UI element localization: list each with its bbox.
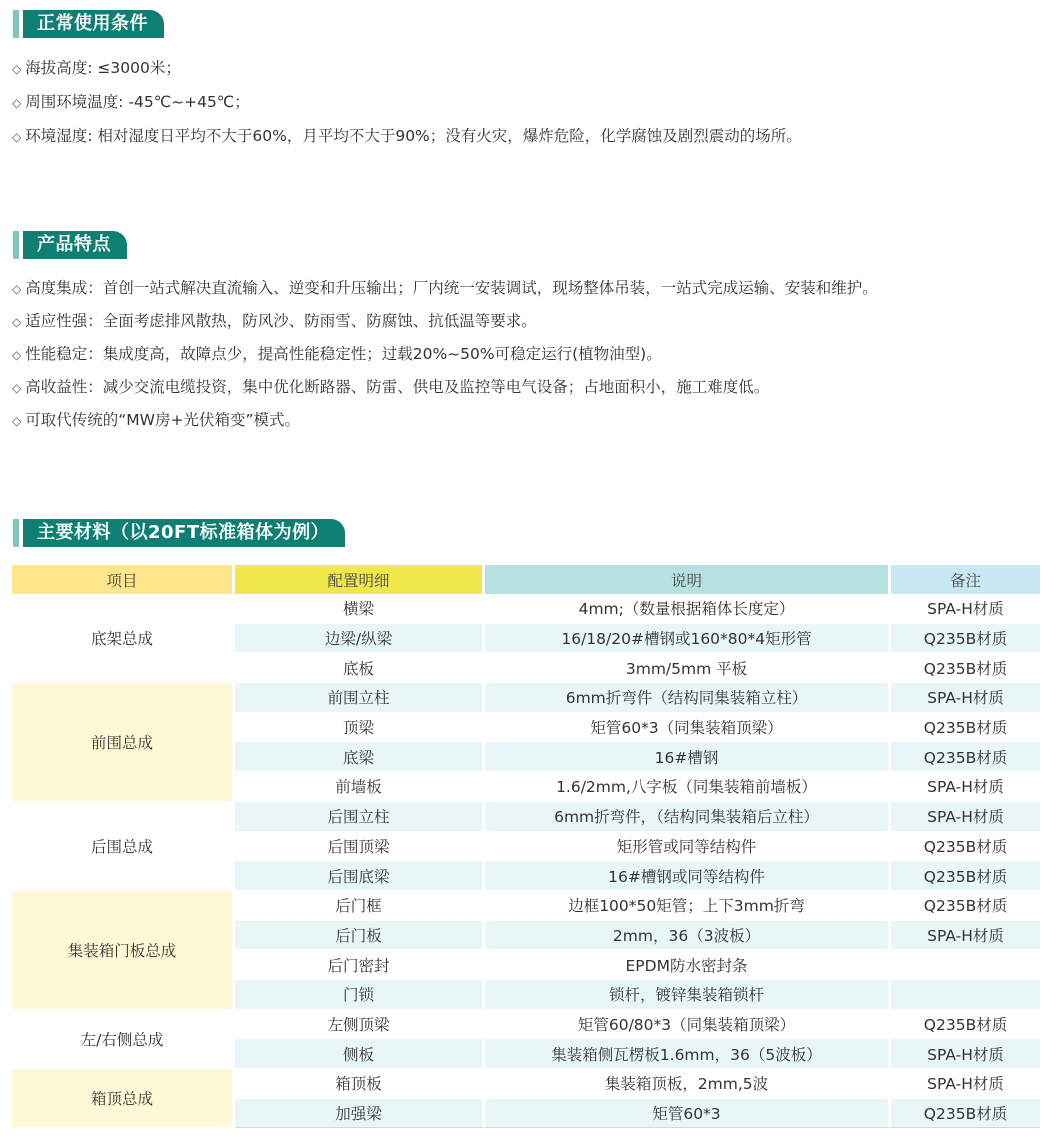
section-heading-conditions <box>13 10 164 38</box>
description-cell: 边框100*50矩管；上下3mm折弯 <box>485 891 891 921</box>
features-list <box>12 272 878 437</box>
remark-cell: SPA-H材质 <box>891 1039 1040 1069</box>
group-name-cell: 后围总成 <box>12 802 235 891</box>
remark-cell: Q235B材质 <box>891 713 1040 743</box>
section-heading-materials <box>13 519 345 547</box>
group-name-cell: 左/右侧总成 <box>12 1010 235 1069</box>
remark-cell: SPA-H材质 <box>891 1069 1040 1099</box>
description-cell: 6mm折弯件（结构同集装箱立柱） <box>485 683 891 713</box>
remark-cell: SPA-H材质 <box>891 594 1040 624</box>
diamond-bullet-icon: ◇ <box>12 348 22 362</box>
list-item: ◇ 环境湿度: 相对湿度日平均不大于60%，月平均不大于90%；没有火灾，爆炸危险，化学腐蚀及剧烈震动的场所。 <box>12 127 802 145</box>
config-cell: 前围立柱 <box>235 683 485 713</box>
diamond-bullet-icon: ◇ <box>12 130 22 144</box>
remark-cell: SPA-H材质 <box>891 683 1040 713</box>
remark-cell: SPA-H材质 <box>891 772 1040 802</box>
config-cell: 后围顶梁 <box>235 832 485 862</box>
config-cell: 前墙板 <box>235 772 485 802</box>
remark-cell: SPA-H材质 <box>891 802 1040 832</box>
table-row <box>12 683 1040 713</box>
section-heading-features <box>13 231 127 259</box>
description-cell: 3mm/5mm 平板 <box>485 653 891 683</box>
materials-table-body <box>12 594 1040 1128</box>
table-row <box>12 891 1040 921</box>
heading-accent-bar <box>13 10 19 38</box>
description-cell: 2mm，36（3波板） <box>485 921 891 951</box>
table-row <box>12 1010 1040 1040</box>
description-cell: 1.6/2mm,八字板（同集装箱前墙板） <box>485 772 891 802</box>
list-item: ◇ 可取代传统的“MW房+光伏箱变”模式。 <box>12 411 300 429</box>
config-cell: 底板 <box>235 653 485 683</box>
conditions-list <box>12 51 802 153</box>
header-remark: 备注 <box>891 565 1040 594</box>
config-cell: 加强梁 <box>235 1099 485 1129</box>
list-item: ◇ 适应性强：全面考虑排风散热，防风沙、防雨雪、防腐蚀、抗低温等要求。 <box>12 312 537 330</box>
remark-cell <box>891 980 1040 1010</box>
diamond-bullet-icon: ◇ <box>12 282 22 296</box>
remark-cell: Q235B材质 <box>891 891 1040 921</box>
config-cell: 门锁 <box>235 980 485 1010</box>
header-item: 项目 <box>12 565 235 594</box>
description-cell: 集装箱侧瓦楞板1.6mm，36（5波板） <box>485 1039 891 1069</box>
list-item: ◇ 性能稳定：集成度高，故障点少，提高性能稳定性；过载20%~50%可稳定运行(植物油型)。 <box>12 345 662 363</box>
remark-cell <box>891 950 1040 980</box>
table-row <box>12 1069 1040 1099</box>
config-cell: 后围底梁 <box>235 861 485 891</box>
remark-cell: Q235B材质 <box>891 832 1040 862</box>
config-cell: 边梁/纵梁 <box>235 624 485 654</box>
config-cell: 后门框 <box>235 891 485 921</box>
table-row <box>12 802 1040 832</box>
description-cell: 6mm折弯件，（结构同集装箱后立柱） <box>485 802 891 832</box>
list-item: ◇ 高度集成：首创一站式解决直流输入、逆变和升压输出；厂内统一安装调试，现场整体吊装，一站式完成运输、安装和维护。 <box>12 279 878 297</box>
description-cell: 矩管60/80*3（同集装箱顶梁） <box>485 1010 891 1040</box>
description-cell: 16/18/20#槽钢或160*80*4矩形管 <box>485 624 891 654</box>
section-title-conditions: 正常使用条件 <box>23 10 164 38</box>
description-cell: 4mm;（数量根据箱体长度定） <box>485 594 891 624</box>
group-name-cell: 底架总成 <box>12 594 235 683</box>
description-cell: 16#槽钢 <box>485 742 891 772</box>
description-cell: 16#槽钢或同等结构件 <box>485 861 891 891</box>
description-cell: 集装箱顶板，2mm,5波 <box>485 1069 891 1099</box>
list-item: ◇ 海拔高度: ≤3000米； <box>12 59 181 77</box>
remark-cell: Q235B材质 <box>891 653 1040 683</box>
group-name-cell: 集装箱门板总成 <box>12 891 235 1010</box>
heading-accent-bar <box>13 231 19 259</box>
header-config: 配置明细 <box>235 565 485 594</box>
materials-table <box>12 565 1040 1128</box>
heading-accent-bar <box>13 519 19 547</box>
section-title-materials: 主要材料（以20FT标准箱体为例） <box>23 519 345 547</box>
config-cell: 后门板 <box>235 921 485 951</box>
remark-cell: SPA-H材质 <box>891 921 1040 951</box>
diamond-bullet-icon: ◇ <box>12 315 22 329</box>
config-cell: 箱顶板 <box>235 1069 485 1099</box>
remark-cell: Q235B材质 <box>891 1099 1040 1129</box>
table-header-row <box>12 565 1040 594</box>
config-cell: 底梁 <box>235 742 485 772</box>
description-cell: 矩管60*3（同集装箱顶梁） <box>485 713 891 743</box>
diamond-bullet-icon: ◇ <box>12 62 22 76</box>
description-cell: 锁杆，镀锌集装箱锁杆 <box>485 980 891 1010</box>
remark-cell: Q235B材质 <box>891 861 1040 891</box>
list-item: ◇ 高收益性：减少交流电缆投资，集中优化断路器、防雷、供电及监控等电气设备；占地面积小，施工难度低。 <box>12 378 770 396</box>
description-cell: EPDM防水密封条 <box>485 950 891 980</box>
table-row <box>12 594 1040 624</box>
remark-cell: Q235B材质 <box>891 624 1040 654</box>
diamond-bullet-icon: ◇ <box>12 381 22 395</box>
group-name-cell: 箱顶总成 <box>12 1069 235 1128</box>
description-cell: 矩管60*3 <box>485 1099 891 1129</box>
list-item: ◇ 周围环境温度: -45℃~+45℃； <box>12 93 250 111</box>
section-title-features: 产品特点 <box>23 231 127 259</box>
diamond-bullet-icon: ◇ <box>12 96 22 110</box>
config-cell: 后门密封 <box>235 950 485 980</box>
remark-cell: Q235B材质 <box>891 742 1040 772</box>
config-cell: 横梁 <box>235 594 485 624</box>
header-description: 说明 <box>485 565 891 594</box>
remark-cell: Q235B材质 <box>891 1010 1040 1040</box>
group-name-cell: 前围总成 <box>12 683 235 802</box>
diamond-bullet-icon: ◇ <box>12 414 22 428</box>
description-cell: 矩形管或同等结构件 <box>485 832 891 862</box>
config-cell: 后围立柱 <box>235 802 485 832</box>
config-cell: 侧板 <box>235 1039 485 1069</box>
config-cell: 左侧顶梁 <box>235 1010 485 1040</box>
config-cell: 顶梁 <box>235 713 485 743</box>
